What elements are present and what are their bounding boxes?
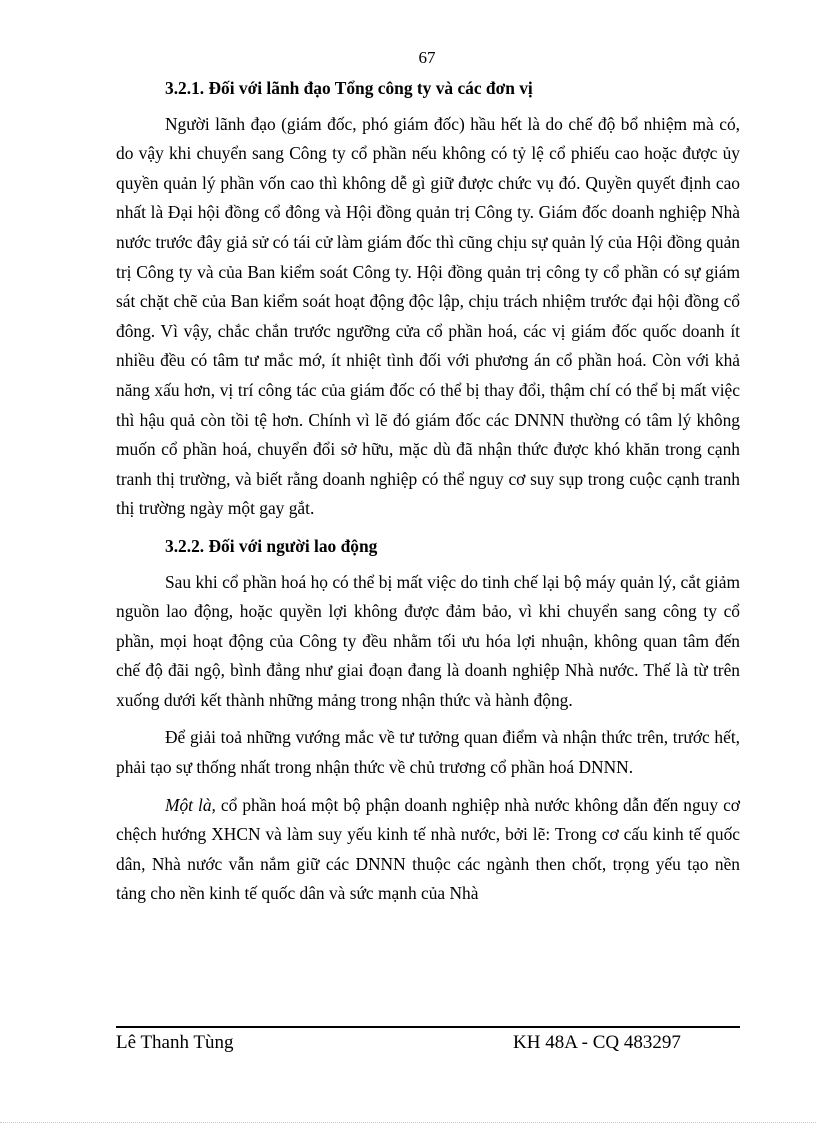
document-body: [116, 74, 740, 909]
footer-divider: [116, 1026, 740, 1028]
first-point-body: cổ phần hoá một bộ phận doanh nghiệp nhà nước không dẫn đến nguy cơ chệch hướng XHCN và làm suy yếu kinh tế nhà nước, bởi lẽ: Trong cơ cấu kinh tế quốc dân, Nhà nước vẫn nắm giữ các DNNN thuộc các ngành then chốt, trọng yếu tạo nền tảng cho nền kinh tế quốc dân và sức mạnh của Nhà: [116, 794, 740, 904]
paragraph-resolution: Để giải toả những vướng mắc về tư tưởng quan điểm và nhận thức trên, trước hết, phải tạo sự thống nhất trong nhận thức về chủ trương cổ phần hoá DNNN.: [116, 727, 740, 778]
section-heading-3-2-1: 3.2.1. Đối với lãnh đạo Tổng công ty và các đơn vị: [165, 78, 533, 98]
paragraph-leadership: Người lãnh đạo (giám đốc, phó giám đốc) hầu hết là do chế độ bổ nhiệm mà có, do vậy khi chuyển sang Công ty cổ phần nếu không có tỷ lệ cổ phiếu cao hoặc được ủy quyền quản lý phần vốn cao thì không dễ gì giữ được chức vụ đó. Quyền quyết định cao nhất là Đại hội đồng cổ đông và Hội đồng quản trị Công ty. Giám đốc doanh nghiệp Nhà nước trước đây giả sử có tái cử làm giám đốc thì cũng chịu sự quản lý của Hội đồng quản trị Công ty và của Ban kiểm soát Công ty. Hội đồng quản trị công ty cổ phần có sự giám sát chặt chẽ của Ban kiểm soát hoạt động độc lập, chịu trách nhiệm trước đại hội đồng cổ đông. Vì vậy, chắc chắn trước ngưỡng cửa cổ phần hoá, các vị giám đốc quốc doanh ít nhiều đều có tâm tư mắc mớ, ít nhiệt tình đối với phương án cổ phần hoá. Còn với khả năng xấu hơn, vị trí công tác của giám đốc có thể bị thay đổi, thậm chí có thể bị mất việc thì hậu quả còn tồi tệ hơn. Chính vì lẽ đó giám đốc các DNNN thường có tâm lý không muốn cổ phần hoá, chuyển đổi sở hữu, mặc dù đã nhận thức được khó khăn trong cạnh tranh thị trường, và biết rằng doanh nghiệp có thể nguy cơ suy sụp trong cuộc cạnh tranh thị trường ngày một gay gắt.: [116, 113, 740, 519]
page-number: 67: [418, 48, 436, 67]
footer-class-code: KH 48A - CQ 483297: [513, 1032, 681, 1053]
section-heading-3-2-2: 3.2.2. Đối với người lao động: [165, 535, 378, 556]
footer-author: Lê Thanh Tùng: [116, 1032, 234, 1053]
paragraph-workers: Sau khi cổ phần hoá họ có thể bị mất việc do tinh chế lại bộ máy quản lý, cắt giảm nguồn lao động, hoặc quyền lợi không được đảm bảo, vì khi chuyển sang công ty cổ phần, mọi hoạt động của Công ty đều nhằm tối ưu hóa lợi nhuận, không quan tâm đến chế độ đãi ngộ, bình đẳng như giai đoạn đang là doanh nghiệp Nhà nước. Thế là từ trên xuống dưới kết thành những mảng trong nhận thức và hành động.: [116, 571, 740, 710]
paragraph-first-point: [116, 791, 740, 909]
first-point-lead: Một là,: [165, 794, 216, 815]
